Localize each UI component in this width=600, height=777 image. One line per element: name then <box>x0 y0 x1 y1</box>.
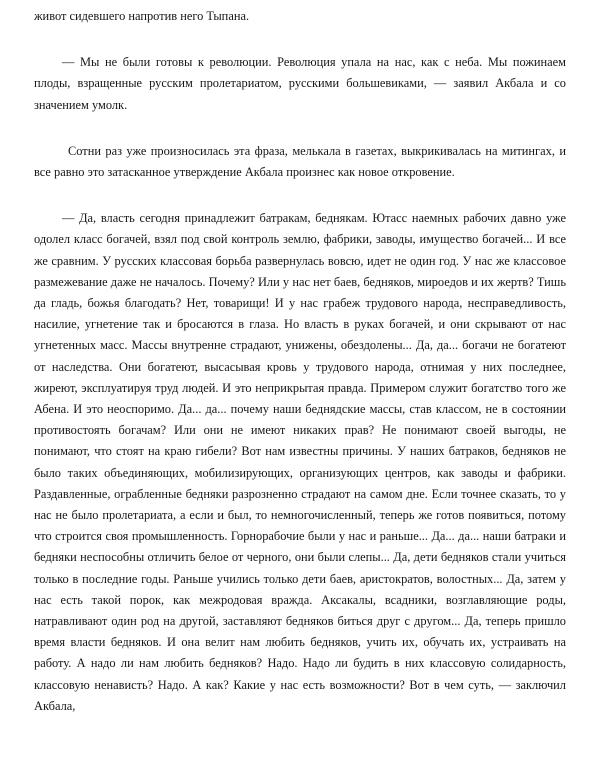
paragraph-3: Сотни раз уже произносилась эта фраза, мелькала в газетах, выкрикивалась на митингах, и все равно это затасканное утверждение Акбала произнес как новое откровение. <box>34 143 566 180</box>
paragraph-1: живот сидевшего напротив него Тыпана. <box>34 9 250 23</box>
paragraph-2: — Мы не были готовы к революции. Революция упала на нас, как с неба. Мы пожинаем плоды, взращенные русским пролетариатом, русскими большевиками, — заявил Акбала и со значением умолк. <box>34 55 566 112</box>
paragraph-4: — Да, власть сегодня принадлежит батракам, беднякам. Ютасс наемных рабочих давно уже одолел класс богачей, взял под свой контроль землю, фабрики, заводы, имущество богачей... И все же сравним. У русских классовая борьба развернулась вовсю, идет не один год. У нас же классовое размежевание даже не началось. Почему? Или у нас нет баев, бедняков, мироедов и их жертв? Тишь да гладь, божья благодать? Нет, товарищи! И у нас грабеж трудового народа, несправедливость, насилие, угнетение так и бросаются в глаза. Но власть в руках богачей, и они скрывают от нас угнетенных масс. Массы внутренне страдают, унижены, обездолены... Да, да... богачи не богатеют от наследства. Они богатеют, высасывая кровь у трудового народа, отнимая у них последнее, жиреют, эксплуатируя труд людей. И это неприкрытая правда. Примером служит богатство того же Абена. И это неоспоримо. Да... да... почему наши беднядские массы, став классом, не в состоянии противостоять богачам? Или они не имеют никаких прав? Не понимают своей выгоды, не понимают, что стоят на краю гибели? Вот нам известны причины. У наших батраков, бедняков не было таких объединяющих, мобилизирующих, организующих центров, как заводы и фабрики. Раздавленные, ограбленные бедняки разрозненно страдают на самом дне. Если точнее сказать, то у нас не было пролетариата, а если и был, то немногочисленный, теперь же готов появиться, потому что строится своя промышленность. Горнорабочие были у нас и раньше... Да... да... наши батраки и бедняки неспособны отличить белое от черного, они были слепы... Да, дети бедняков стали учиться только в последние годы. Раньше учились только дети баев, аристократов, волостных... Да, затем у нас есть такой порок, как межродовая вражда. Аксакалы, всадники, возглавляющие роды, натравливают один род на другой, заставляют бедняков биться друг с другом... Да, теперь пришло время власти бедняков. И она велит нам любить бедняков, учить их, обучать их, устраивать на работу. А надо ли нам любить бедняков? Надо. Надо ли будить в них классовую солидарность, классовую ненависть? Надо. А как? Какие у нас есть возможности? Вот в чем суть, — заключил Акбала, <box>34 211 566 713</box>
